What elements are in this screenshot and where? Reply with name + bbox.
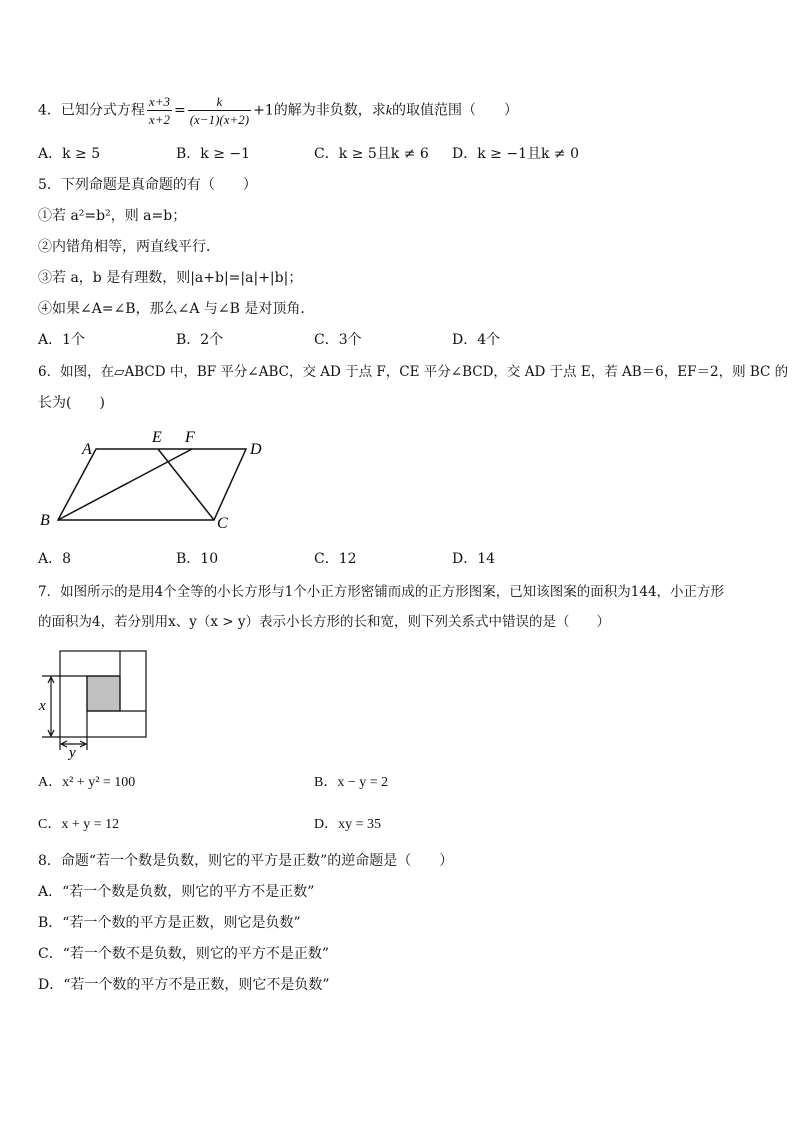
q5-item-4: ④如果∠A=∠B，那么∠A 与∠B 是对顶角． [38,301,315,317]
label-e: E [152,429,162,446]
q7-option-a[interactable]: A．x² + y² = 100 [38,775,136,790]
small-square [87,676,120,711]
q4-prefix: 4．已知分式方程 [38,102,145,119]
q7-stem-line-2: 的面积为4，若分别用x、y（x > y）表示小长方形的长和宽，则下列关系式中错误的是（ ） [38,614,610,630]
q6-option-b[interactable]: B．10 [176,551,219,567]
q5-stem: 5．下列命题是真命题的有（ ） [38,177,257,193]
label-x: x [39,698,46,714]
q6-option-a[interactable]: A．8 [38,551,72,567]
q4-option-d[interactable]: D．k ≥ −1且k ≠ 0 [452,146,579,162]
q7-option-d[interactable]: D．xy = 35 [314,817,382,832]
q6-stem-line-1: 6．如图，在▱ABCD 中，BF 平分∠ABC，交 AD 于点 F，CE 平分∠BCD，交 AD 于点 E，若 AB＝6，EF＝2，则 BC 的 [38,364,789,380]
label-f: F [185,429,195,446]
q5-option-a[interactable]: A．1个 [38,332,86,348]
q7-square-figure [36,646,152,760]
q8-stem: 8．命题“若一个数是负数，则它的平方是正数”的逆命题是（ ） [38,853,454,869]
q5-item-1: ①若 a²=b²，则 a=b； [38,208,187,224]
q6-option-d[interactable]: D．14 [452,551,496,567]
q4-stem: 4．已知分式方程 $\frac{x+3}{x+2}$ = $\frac{k}{(x-1)(x+2)}$ +1的解为非负数，求k的取值范围（ ） [38,94,518,127]
q8-option-c[interactable]: C．“若一个数不是负数，则它的平方不是正数” [38,946,330,962]
q6-parallelogram-figure [36,422,276,534]
q7-option-c[interactable]: C．x + y = 12 [38,817,120,832]
q8-option-d[interactable]: D．“若一个数的平方不是正数，则它不是负数” [38,977,330,993]
q7-option-b[interactable]: B．x − y = 2 [314,775,389,790]
q7-stem-line-1: 7．如图所示的是用4个全等的小长方形与1个小正方形密铺而成的正方形图案，已知该图案的面积为144，小正方形 [38,584,725,600]
q4-option-c[interactable]: C．k ≥ 5且k ≠ 6 [314,146,429,162]
label-b: B [40,512,50,529]
label-c: C [217,515,228,532]
segment-bf [58,449,192,520]
q5-option-b[interactable]: B．2个 [176,332,224,348]
q8-option-a[interactable]: A．“若一个数是负数，则它的平方不是正数” [38,884,315,900]
q4-fraction-1: $\frac{x+3}{x+2}$ [148,94,170,127]
q5-item-3: ③若 a，b 是有理数，则|a+b|=|a|+|b|； [38,270,303,286]
parallelogram-abcd [58,449,246,520]
q8-option-b[interactable]: B．“若一个数的平方是正数，则它是负数” [38,915,301,931]
q5-option-d[interactable]: D．4个 [452,332,501,348]
q6-stem-line-2: 长为( ) [38,395,105,411]
q4-fraction-2: $\frac{k}{(x-1)(x+2)}$ [189,94,250,127]
q4-option-a[interactable]: A．k ≥ 5 [38,146,101,162]
q5-item-2: ②内错角相等，两直线平行． [38,239,220,255]
segment-ce [158,449,214,520]
label-y: y [69,745,76,760]
label-d: D [250,441,262,458]
q4-option-b[interactable]: B．k ≥ −1 [176,146,251,162]
q5-option-c[interactable]: C．3个 [314,332,362,348]
label-a: A [82,441,92,458]
q6-option-c[interactable]: C．12 [314,551,357,567]
